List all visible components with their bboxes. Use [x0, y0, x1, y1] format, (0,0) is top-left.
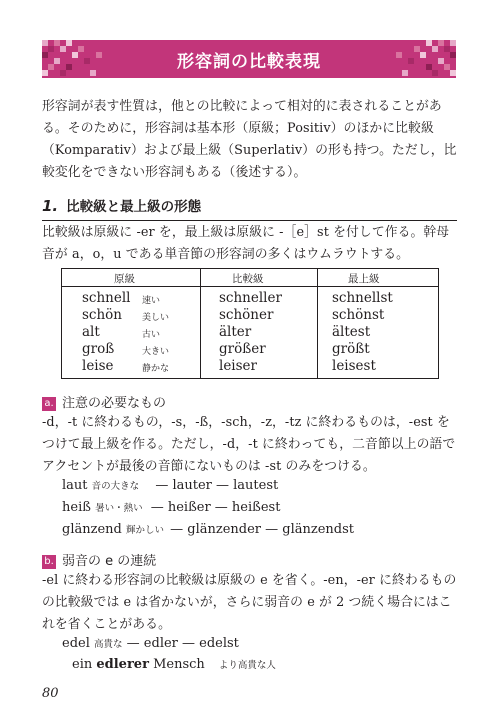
subsection-b-badge: b.	[42, 555, 56, 569]
phrase-bold-word: edlerer	[96, 657, 149, 672]
cell-positive: leise	[82, 358, 114, 374]
example-word: edel	[62, 636, 90, 651]
cell-superlative: schönst	[332, 307, 385, 323]
example-line	[62, 500, 280, 515]
table-row	[62, 341, 438, 359]
example-forms: — heißer — heißest	[150, 500, 281, 515]
table-row	[62, 324, 438, 342]
section-heading	[42, 195, 457, 221]
cell-gloss: 静かな	[142, 364, 170, 374]
comparison-table	[61, 268, 439, 379]
header-comparative: 比較級	[232, 273, 264, 285]
cell-comparative: schneller	[219, 290, 282, 306]
table-row	[62, 290, 438, 308]
cell-comparative: älter	[219, 324, 252, 340]
cell-gloss: 古い	[142, 330, 161, 340]
subsection-a-title: 注意の必要なもの	[62, 396, 167, 411]
cell-gloss: 大きい	[142, 347, 170, 357]
example-line	[62, 478, 278, 493]
cell-positive: groß	[82, 341, 115, 357]
example-word: glänzend	[62, 522, 122, 537]
section-number: 1.	[42, 197, 59, 215]
subsection-b-paragraph: -el に終わる形容詞の比較級は原級の e を省く。-en，-er に終わるものの比較級では e は省かないが，さらに弱音の e が 2 つ続く場合にはこれを省くことがある。	[42, 573, 457, 632]
phrase-gloss: より高貴な人	[218, 660, 276, 671]
example-forms: — lauter — lautest	[155, 478, 279, 493]
header-superlative: 最上級	[348, 273, 380, 285]
example-gloss: 暑い・熱い	[95, 503, 143, 514]
cell-positive: alt	[82, 324, 100, 340]
section-paragraph: 比較級は原級に -er を，最上級は原級に -［e］st を付して作る。幹母音が a，o，u である単音節の形容詞の多くはウムラウトする。	[42, 225, 450, 262]
subsection-b-title: 弱音の e の連続	[62, 554, 157, 569]
example-gloss: 高貴な	[94, 639, 123, 650]
cell-superlative: größt	[332, 341, 370, 357]
title-banner	[42, 40, 456, 78]
phrase-article: ein	[72, 657, 93, 672]
cell-superlative: ältest	[332, 324, 371, 340]
example-line	[62, 636, 239, 651]
cell-comparative: schöner	[219, 307, 274, 323]
phrase-noun: Mensch	[153, 657, 205, 672]
page-title: 形容詞の比較表現	[177, 52, 321, 72]
subsection-a-badge: a.	[42, 397, 56, 411]
cell-gloss: 美しい	[142, 313, 170, 323]
subsection-a-paragraph: -d，-t に終わるもの，-s，-ß，-sch，-z，-tz に終わるものは，-est をつけて最上級を作る。ただし，-d，-t に終わっても，二音節以上の語でアクセントが最後の音節にないものは -st のみをつける。	[42, 415, 456, 474]
example-gloss: 音の大きな	[91, 481, 140, 492]
example-forms: — glänzender — glänzendst	[170, 522, 355, 537]
table-row	[62, 358, 438, 376]
intro-paragraph: 形容詞が表す性質は，他との比較によって相対的に表されることがある。そのために，形容詞は基本形（原級；Positiv）のほかに比較級（Komparativ）および最上級（Superlativ）の形も持つ。ただし，比較変化をできない形容詞もある（後述する）。	[42, 99, 457, 180]
subsection-a-heading	[42, 392, 166, 411]
cell-comparative: größer	[219, 341, 266, 357]
example-line	[62, 522, 354, 537]
section-title: 比較級と最上級の形態	[66, 199, 202, 215]
header-positive: 原級	[114, 273, 135, 285]
page-number: 80	[42, 686, 59, 701]
example-gloss: 輝かしい	[125, 525, 164, 536]
cell-superlative: leisest	[332, 358, 376, 374]
cell-gloss: 速い	[142, 296, 161, 306]
subsection-b-heading	[42, 550, 156, 569]
table-row	[62, 307, 438, 325]
cell-comparative: leiser	[219, 358, 257, 374]
cell-superlative: schnellst	[332, 290, 393, 306]
example-word: heiß	[62, 500, 91, 515]
example-word: laut	[62, 478, 88, 493]
example-forms: — edler — edelst	[126, 636, 239, 651]
cell-positive: schön	[82, 307, 123, 323]
table-header	[62, 269, 438, 287]
example-phrase	[72, 657, 276, 672]
cell-positive: schnell	[82, 290, 131, 306]
